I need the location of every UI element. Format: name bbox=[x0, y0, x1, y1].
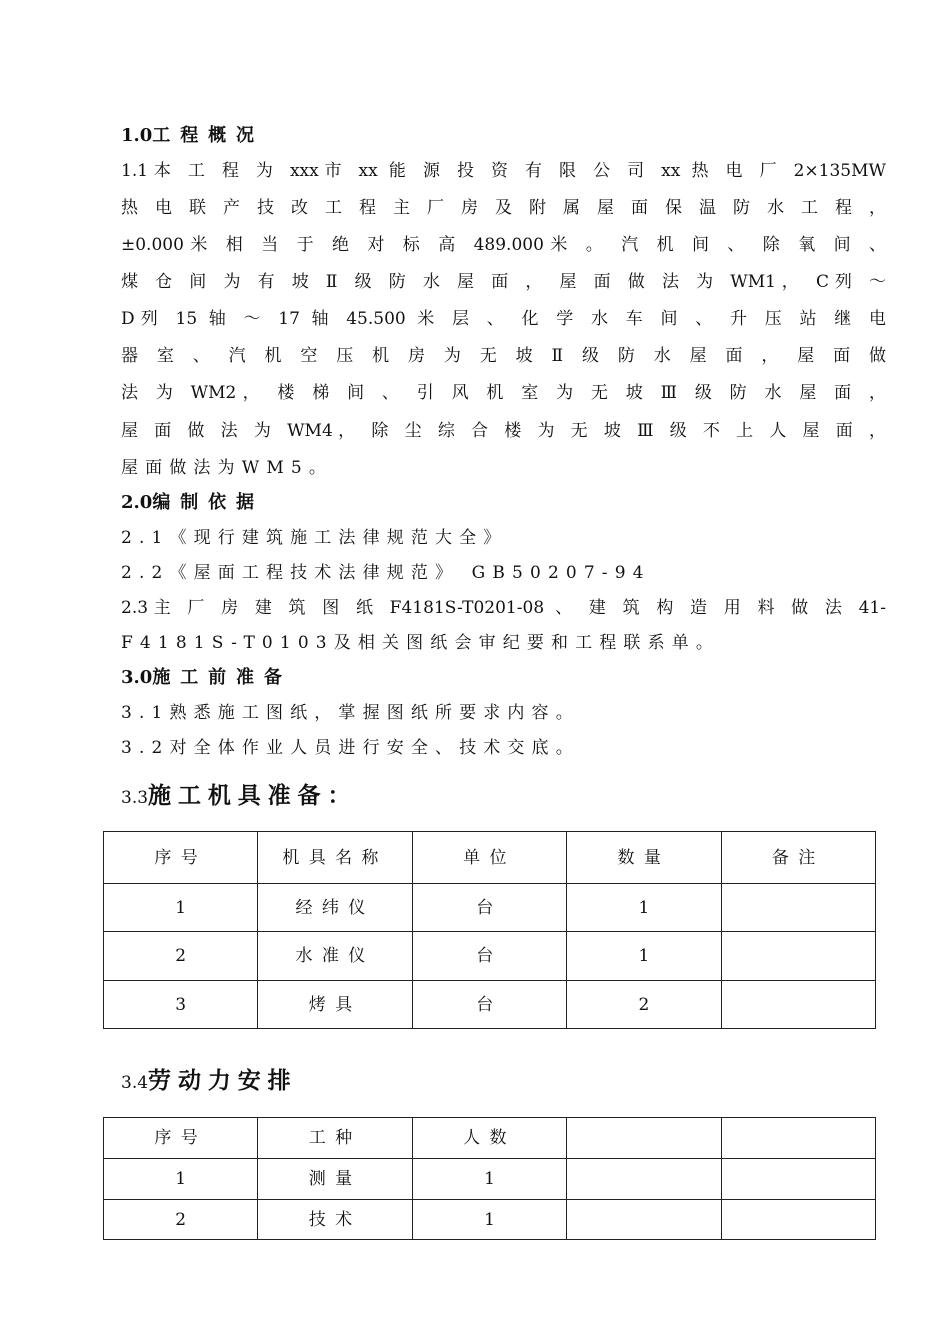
table-cell: 1 bbox=[104, 1159, 258, 1200]
paragraph-line: 热 电 联 产 技 改 工 程 主 厂 房 及 附 属 屋 面 保 温 防 水 工 程 ， bbox=[121, 198, 886, 218]
table-cell: 台 bbox=[412, 981, 566, 1029]
table-cell: 2 bbox=[567, 981, 721, 1029]
labor-heading: 3.4劳动力安排 bbox=[121, 1067, 298, 1094]
table-cell: 1 bbox=[412, 1159, 566, 1200]
table-cell bbox=[567, 1200, 721, 1240]
table-cell bbox=[721, 932, 875, 981]
table-row bbox=[104, 1159, 876, 1200]
basis-item: 2.1《现行建筑施工法律规范大全》 bbox=[121, 528, 508, 548]
paragraph-line: ±0.000米 相 当 于 绝 对 标 高 489.000米 。 汽 机 间 、 除 氧 间 、 bbox=[121, 235, 886, 255]
paragraph-line: 法 为 WM2， 楼 梯 间 、 引 风 机 室 为 无 坡 Ⅲ 级 防 水 屋 面 ， bbox=[121, 383, 886, 403]
header-cell: 机具名称 bbox=[258, 832, 412, 884]
table-cell: 1 bbox=[567, 884, 721, 932]
table-cell: 1 bbox=[412, 1200, 566, 1240]
table-row bbox=[104, 932, 876, 981]
header-cell: 人数 bbox=[412, 1118, 566, 1159]
header-cell: 单位 bbox=[412, 832, 566, 884]
basis-item: 2.3主 厂 房 建 筑 图 纸 F4181S-T0201-08 、 建 筑 构 造 用 料 做 法 41- bbox=[121, 598, 886, 618]
table-cell bbox=[721, 1159, 875, 1200]
section-heading-3: 3.0施工前准备 bbox=[121, 667, 292, 688]
table-cell bbox=[567, 1159, 721, 1200]
table-cell: 台 bbox=[412, 932, 566, 981]
header-cell: 工种 bbox=[258, 1118, 412, 1159]
table-cell: 1 bbox=[104, 884, 258, 932]
table-cell: 技术 bbox=[258, 1200, 412, 1240]
paragraph-line: 屋 面 做 法 为 WM4， 除 尘 综 合 楼 为 无 坡 Ⅲ 级 不 上 人 屋 面 ， bbox=[121, 421, 886, 441]
tools-table bbox=[103, 831, 876, 1029]
paragraph-line: D列 15 轴 ～ 17 轴 45.500 米 层 、 化 学 水 车 间 、 升 压 站 继 电 bbox=[121, 309, 886, 329]
prep-item: 3.2对全体作业人员进行安全、技术交底。 bbox=[121, 738, 580, 758]
header-cell bbox=[567, 1118, 721, 1159]
table-cell bbox=[721, 1200, 875, 1240]
table-header-row bbox=[104, 832, 876, 884]
table-header-row bbox=[104, 1118, 876, 1159]
table-cell: 2 bbox=[104, 932, 258, 981]
table-cell: 测量 bbox=[258, 1159, 412, 1200]
table-cell: 烤具 bbox=[258, 981, 412, 1029]
header-cell: 数量 bbox=[567, 832, 721, 884]
table-cell: 台 bbox=[412, 884, 566, 932]
table-row bbox=[104, 981, 876, 1029]
table-cell: 2 bbox=[104, 1200, 258, 1240]
prep-item: 3.1熟悉施工图纸，掌握图纸所要求内容。 bbox=[121, 703, 580, 723]
paragraph-line: 煤 仓 间 为 有 坡 Ⅱ 级 防 水 屋 面 ， 屋 面 做 法 为 WM1， C列 ～ bbox=[121, 272, 886, 292]
header-cell: 备注 bbox=[721, 832, 875, 884]
table-cell: 经纬仪 bbox=[258, 884, 412, 932]
basis-item: 2.2《屋面工程技术法律规范》 GB50207-94 bbox=[121, 563, 651, 583]
table-cell: 3 bbox=[104, 981, 258, 1029]
basis-item: F4181S-T0103及相关图纸会审纪要和工程联系单。 bbox=[121, 633, 720, 653]
table-cell: 1 bbox=[567, 932, 721, 981]
header-cell bbox=[721, 1118, 875, 1159]
table-cell bbox=[721, 981, 875, 1029]
paragraph-line: 屋面做法为WM5。 bbox=[121, 458, 333, 478]
section-heading-2: 2.0编制依据 bbox=[121, 492, 264, 513]
table-row bbox=[104, 884, 876, 932]
tools-heading: 3.3施工机具准备： bbox=[121, 782, 358, 809]
table-row bbox=[104, 1200, 876, 1240]
paragraph-line: 器 室 、 汽 机 空 压 机 房 为 无 坡 Ⅱ 级 防 水 屋 面 ， 屋 面 做 bbox=[121, 346, 886, 366]
table-cell: 水准仪 bbox=[258, 932, 412, 981]
section-heading-1: 1.0工程概况 bbox=[121, 125, 264, 146]
table-cell bbox=[721, 884, 875, 932]
header-cell: 序号 bbox=[104, 832, 258, 884]
header-cell: 序号 bbox=[104, 1118, 258, 1159]
labor-table bbox=[103, 1117, 876, 1240]
paragraph-line: 1.1本 工 程 为 xxx市 xx 能 源 投 资 有 限 公 司 xx 热 电 厂 2×135MW bbox=[121, 161, 886, 181]
